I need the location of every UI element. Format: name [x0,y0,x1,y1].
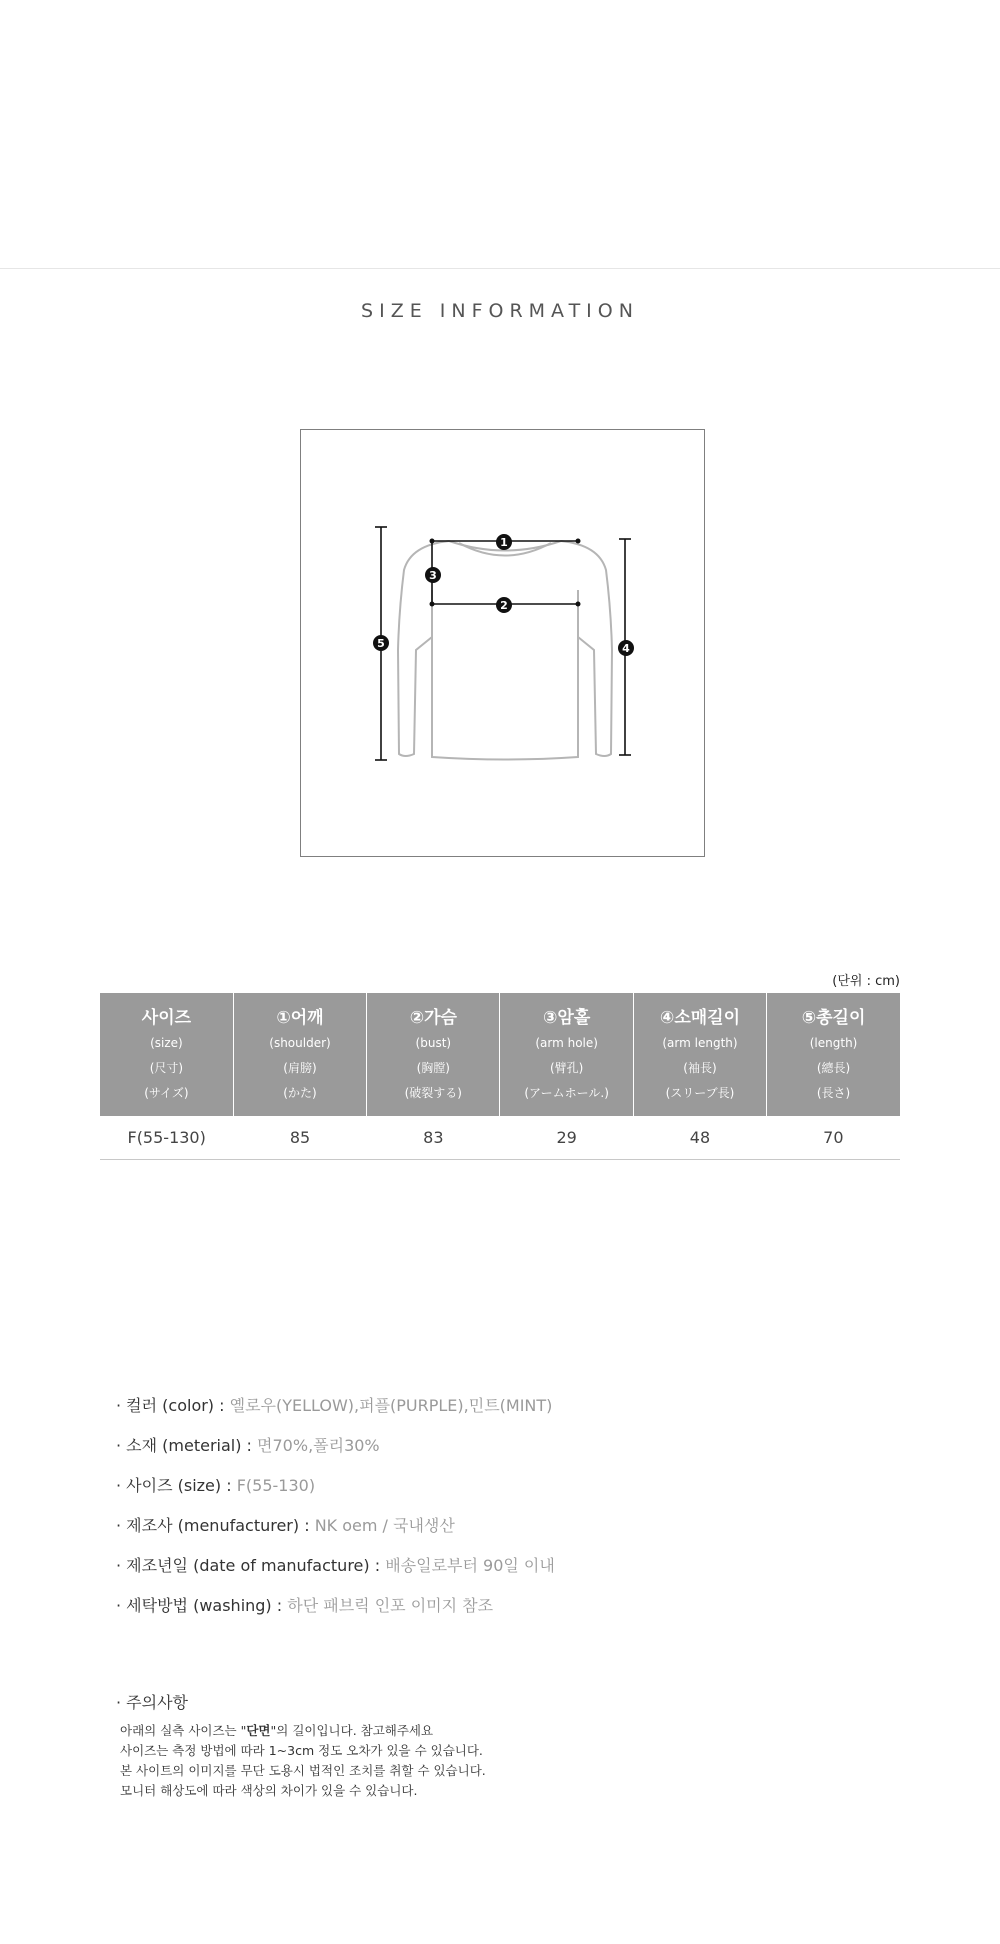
diagram-marker-2 [496,597,512,613]
col-header-sub-ja: (スリーブ長) [665,1086,735,1100]
caution-notes [120,1721,486,1801]
col-header-length [767,993,900,1116]
col-header-label: 사이즈 [141,1008,192,1028]
col-header-sub-ja: (長さ) [816,1086,851,1100]
col-header-sub-en: (length) [809,1036,858,1050]
info-size [116,1473,916,1513]
info-value: 옐로우(YELLOW),퍼플(PURPLE),민트(MINT) [229,1396,553,1415]
section-title: SIZE INFORMATION [361,300,639,322]
info-value: 배송일로부터 90일 이내 [385,1556,555,1575]
col-header-sub-zh: (總長) [816,1061,851,1075]
info-value: F(55-130) [236,1476,316,1495]
info-color [116,1393,916,1433]
cell-shoulder: 85 [233,1116,366,1160]
col-header-sub-ja: (かた) [283,1086,317,1100]
table-header-row [100,993,900,1116]
size-diagram [300,429,705,857]
caution-line: 모니터 해상도에 따라 색상의 차이가 있을 수 있습니다. [120,1783,418,1798]
col-header-sub-zh: (臂孔) [549,1061,584,1075]
col-header-sub-ja: (破裂する) [404,1086,462,1100]
table-row [100,1116,900,1160]
cell-armhole: 29 [500,1116,633,1160]
info-manufacturer [116,1513,916,1553]
info-label: · 제조년일 (date of manufacture) : [116,1556,386,1575]
col-header-sub-ja: (サイズ) [144,1086,189,1100]
col-header-sub-zh: (尺寸) [149,1061,184,1075]
svg-text:4: 4 [622,642,630,655]
col-header-label: ①어깨 [276,1008,324,1028]
col-header-sub-ja: (アームホール.) [524,1086,609,1100]
cell-size: F(55-130) [100,1116,233,1160]
caution-line: 사이즈는 측정 방법에 따라 1~3cm 정도 오차가 있을 수 있습니다. [120,1743,483,1758]
svg-text:2: 2 [500,599,508,612]
info-washing [116,1593,916,1633]
col-header-sub-zh: (胸膛) [416,1061,450,1075]
col-header-sub-en: (shoulder) [269,1036,331,1050]
sweater-illustration [301,430,706,858]
cell-length: 70 [767,1116,900,1160]
col-header-size [100,993,233,1116]
col-header-label: ②가슴 [409,1008,457,1028]
caution-title: · 주의사항 [116,1693,188,1712]
caution-line [120,1721,486,1741]
col-header-sub-zh: (袖長) [683,1061,717,1075]
caution-line: 본 사이트의 이미지를 무단 도용시 법적인 조치를 취할 수 있습니다. [120,1763,486,1778]
info-manufacture-date [116,1553,916,1593]
info-value: NK oem / 국내생산 [314,1516,455,1535]
caution-line-prefix: 아래의 실측 사이즈는 " [120,1723,247,1738]
col-header-shoulder [233,993,366,1116]
col-header-label: ③암홀 [543,1008,591,1028]
caution-line-suffix: "의 길이입니다. 참고해주세요 [270,1723,434,1738]
info-label: · 세탁방법 (washing) : [116,1596,288,1615]
svg-text:1: 1 [500,536,508,549]
caution-line-emphasis: 단면 [246,1723,271,1738]
col-header-arm-length [633,993,766,1116]
svg-text:5: 5 [377,637,385,650]
col-header-bust [367,993,500,1116]
diagram-marker-4 [618,640,634,656]
col-header-sub-zh: (肩膀) [283,1061,317,1075]
col-header-label: ⑤총길이 [801,1008,866,1028]
col-header-sub-en: (bust) [415,1036,452,1050]
col-header-sub-en: (size) [150,1036,183,1050]
col-header-sub-en: (arm hole) [535,1036,598,1050]
info-label: · 사이즈 (size) : [116,1476,237,1495]
info-label: · 컬러 (color) : [116,1396,230,1415]
col-header-sub-en: (arm length) [662,1036,738,1050]
info-value: 하단 패브릭 인포 이미지 참조 [287,1596,494,1615]
info-material [116,1433,916,1473]
diagram-marker-5 [373,635,389,651]
cell-bust: 83 [367,1116,500,1160]
col-header-label: ④소매길이 [659,1008,741,1028]
product-info-list [116,1393,916,1633]
size-table [100,993,900,1160]
unit-note: (단위 : cm) [832,974,900,989]
diagram-marker-3 [425,567,441,583]
top-divider [0,268,1000,269]
info-label: · 소재 (meterial) : [116,1436,258,1455]
info-label: · 제조사 (menufacturer) : [116,1516,315,1535]
svg-text:3: 3 [429,569,437,582]
info-value: 면70%,폴리30% [257,1436,380,1455]
col-header-armhole [500,993,633,1116]
cell-arm-length: 48 [633,1116,766,1160]
diagram-marker-1 [496,534,512,550]
